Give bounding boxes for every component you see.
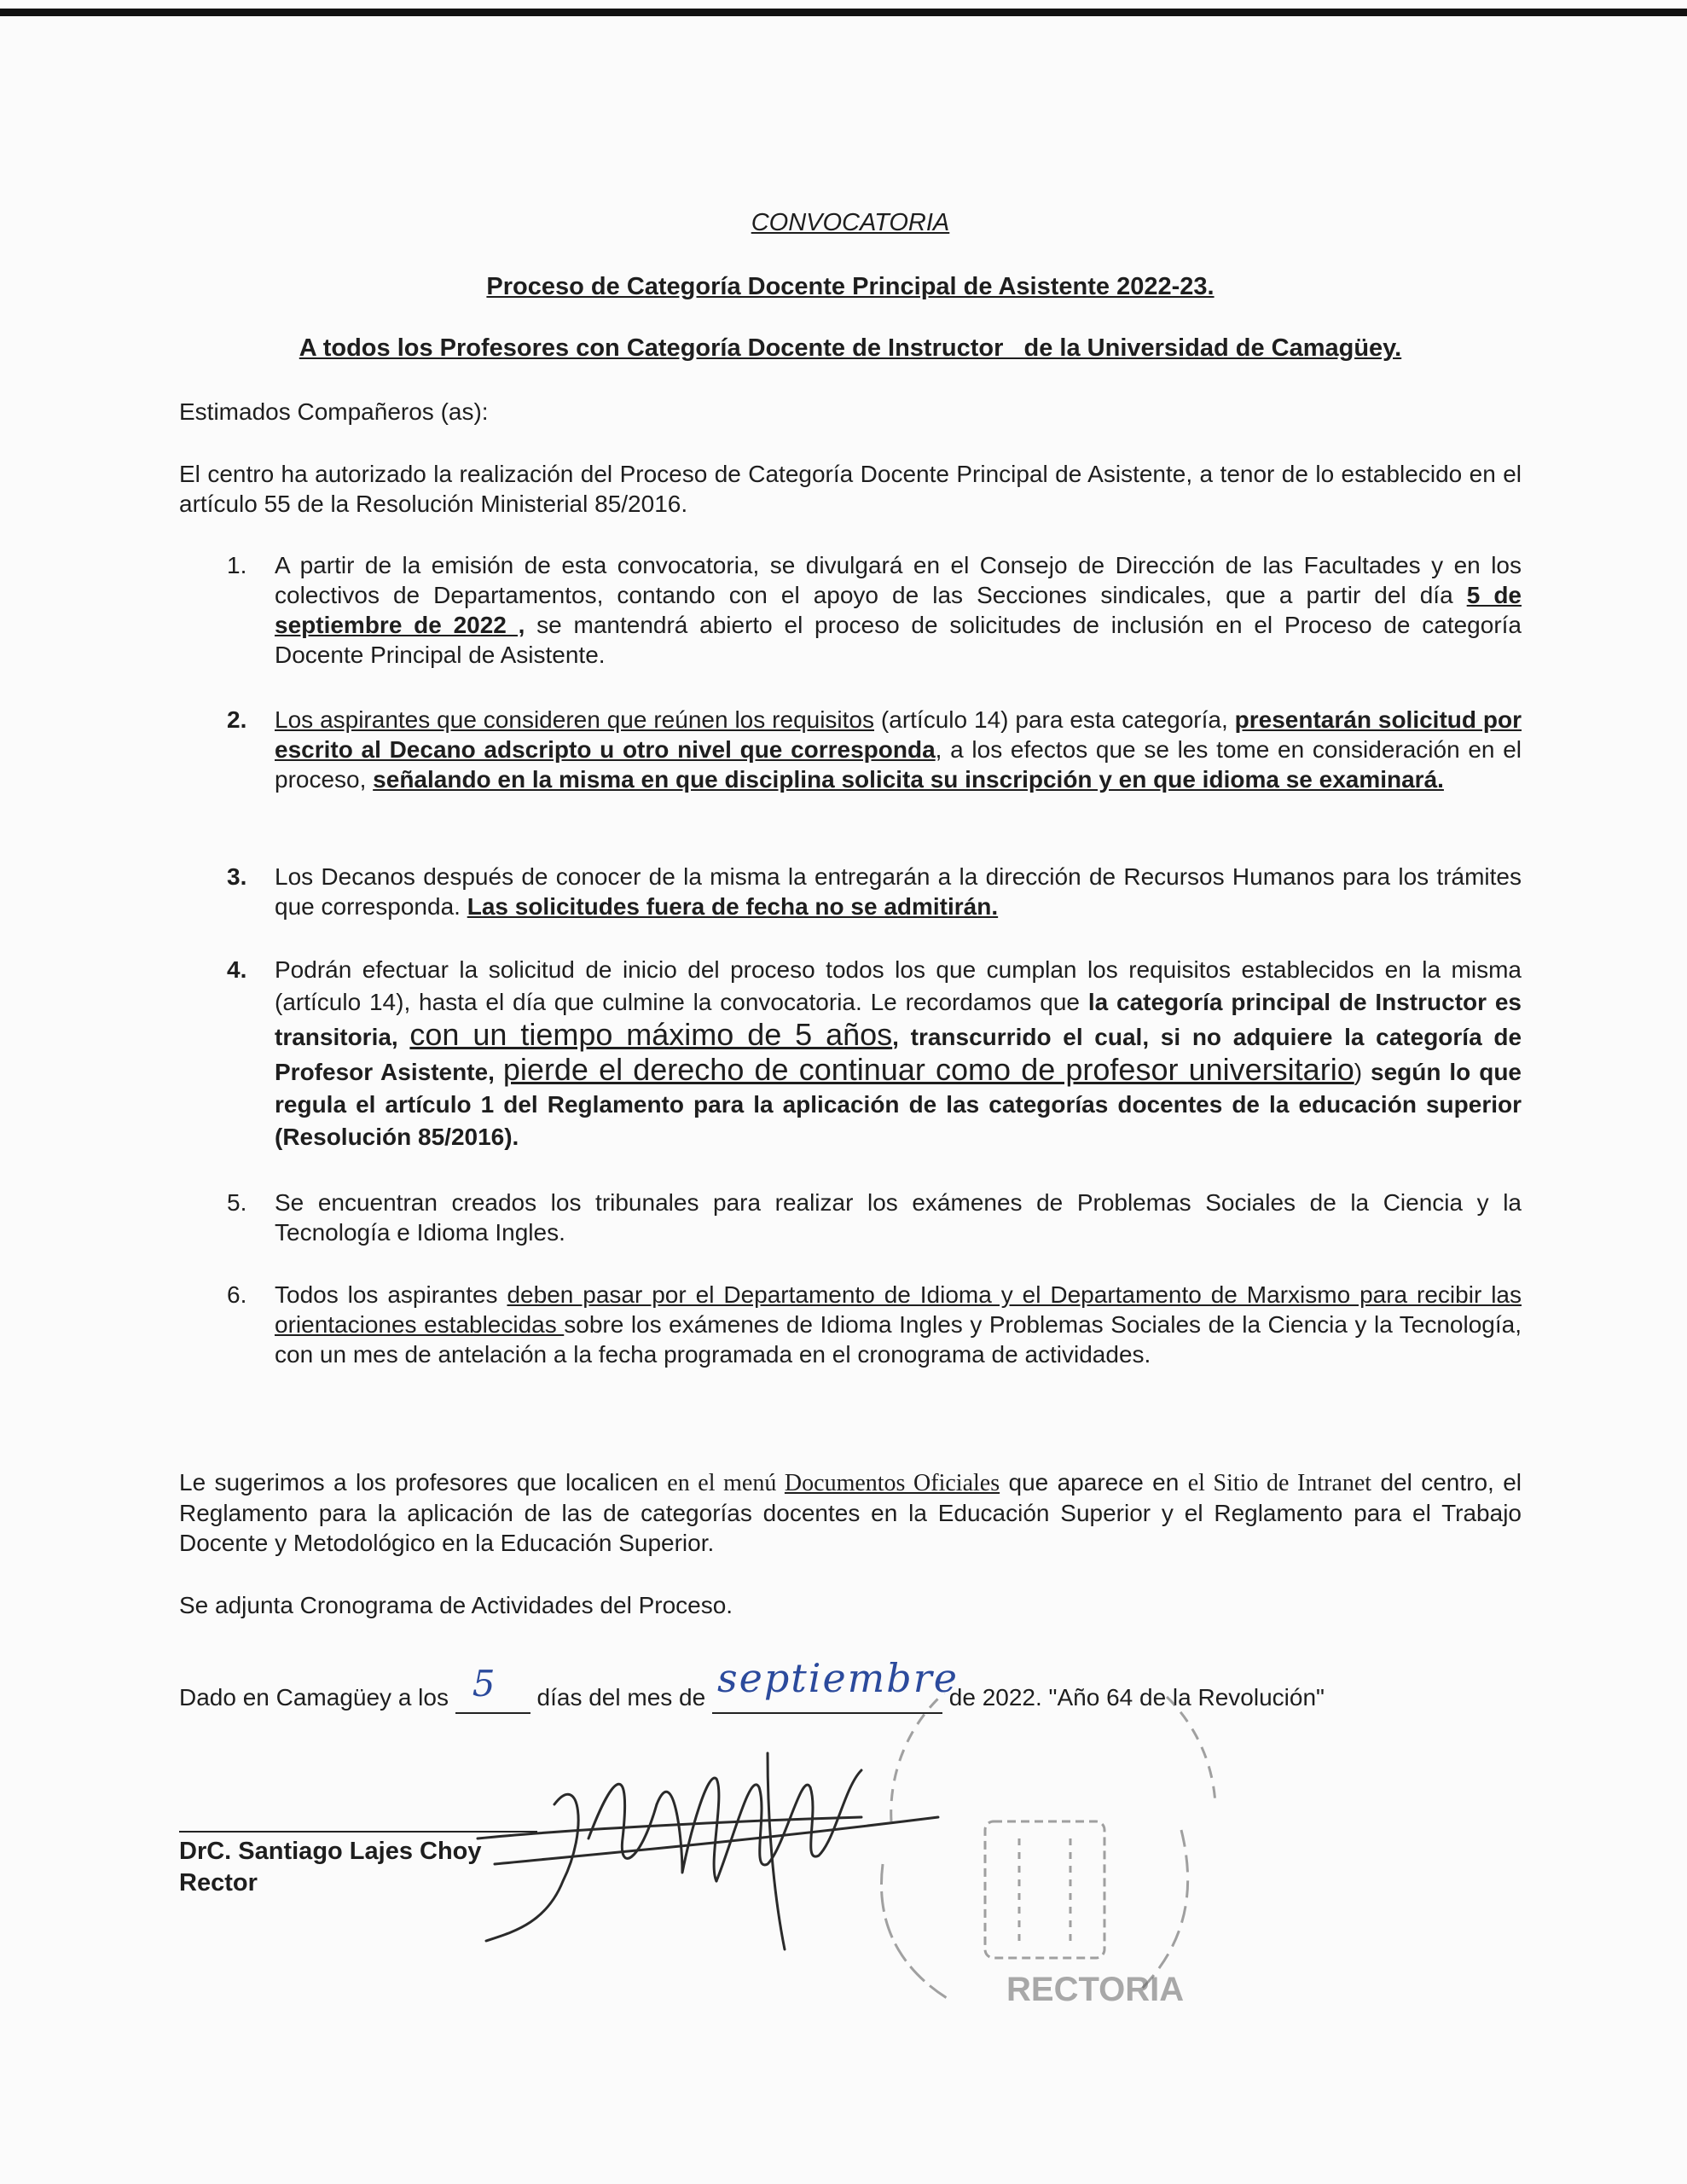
item-text [275,954,1522,1153]
item-text-part: ) [1354,1059,1363,1085]
handwritten-day: 5 [472,1663,496,1705]
item-text-part: Todos los aspirantes [275,1281,507,1308]
text-part: de 2022. "Año 64 de la Revolución" [942,1684,1325,1711]
item-text-part: A partir de la emisión de esta convocatoria, se divulgará en el Consejo de Dirección de las Facultades y en los colectivos de Departamentos, contando con el apoyo de las Secciones sindicales, que a partir del día [275,552,1522,608]
text-part: días del mes de [530,1684,712,1711]
date-line [179,1655,1522,1714]
item-text-part: Podrán efectuar la solicitud de inicio del proceso todos los que cumplan los requisitos establecidos en la misma (artículo 14), hasta el día que culmine la convocatoria. Le recordamos que [275,956,1522,1015]
item-number: 3. [227,863,247,890]
item-text-part: pierde el derecho de continuar como de profesor universitario [502,1052,1354,1087]
item-text [275,862,1522,921]
document-subtitle: Proceso de Categoría Docente Principal de Asistente 2022-23. [486,273,1215,300]
item-text-part: (artículo 14) para esta categoría, [874,706,1235,733]
day-blank [455,1663,530,1714]
stamp-text: RECTORIA [1006,1971,1185,2008]
item-text [275,705,1522,794]
item-text-part: con un tiempo máximo de 5 años [409,1017,893,1052]
item-text: Se encuentran creados los tribunales para realizar los exámenes de Problemas Sociales de la Ciencia y la Tecnología e Idioma Ingles. [275,1189,1522,1246]
item-text-part: señalando en la misma en que disciplina solicita su inscripción y en que idioma se examinará. [373,766,1444,793]
suggestion-paragraph [179,1467,1522,1558]
signer-block [179,1836,482,1899]
handwritten-month: septiembre [716,1655,959,1701]
item-number: 5. [227,1189,247,1216]
item-text-part: presentarán solicitud por escrito al Decano adscripto u otro nivel que corresponda [275,706,1522,763]
item-text-part: Las solicitudes fuera de fecha no se admitirán. [467,893,999,920]
document-title: CONVOCATORIA [751,209,950,236]
item-number: 6. [227,1281,247,1308]
text-part: en el menú [667,1470,785,1496]
text-part: el Sitio de Intranet [1187,1470,1372,1496]
item-text-part: , a los efectos que se les tome en consideración en el proceso, [275,736,1522,793]
document-addressee: A todos los Profesores con Categoría Docente de Instructor de la Universidad de Camagüey. [299,334,1402,362]
item-number: 1. [227,552,247,578]
item-number: 4. [227,956,247,983]
item-text-part: Los Decanos después de conocer de la misma la entregarán a la dirección de Recursos Humanos para los trámites que corresponda. [275,863,1522,920]
item-text-part: según lo que regula el artículo 1 del Reglamento para la aplicación de las categorías docentes de la educación superior (Resolución 85/2016). [275,1059,1522,1150]
text-part: Dado en Camagüey a los [179,1684,455,1711]
scan-top-edge [0,9,1687,16]
signer-name: DrC. Santiago Lajes Choy [179,1838,482,1865]
intro-paragraph: El centro ha autorizado la realización del Proceso de Categoría Docente Principal de Asistente, a tenor de lo establecido en el artículo 55 de la Resolución Ministerial 85/2016. [179,461,1522,517]
item-text-part: se mantendrá abierto el proceso de solicitudes de inclusión en el Proceso de categoría Docente Principal de Asistente. [275,612,1522,668]
text-part: que aparece en [1000,1469,1188,1496]
greeting: Estimados Compañeros (as): [179,398,489,425]
text-part: del centro, el Reglamento para la aplicación de las de categorías docentes en la Educación Superior y el Reglamento para el Trabajo Docente y Metodológico en la Educación Superior. [179,1469,1522,1556]
start-date: 5 de septiembre de 2022 , [275,582,1522,638]
item-text [275,550,1522,670]
signer-role: Rector [179,1869,258,1896]
item-text [275,1280,1522,1369]
item-text-part: Los aspirantes que consideren que reúnen los requisitos [275,706,875,733]
item-text-part: sobre los exámenes de Idioma Ingles y Problemas Sociales de la Ciencia y la Tecnología, con un mes de antelación a la fecha programada en el cronograma de actividades. [275,1311,1522,1368]
item-number: 2. [227,706,247,733]
attachment-note: Se adjunta Cronograma de Actividades del Proceso. [179,1592,733,1618]
documentos-oficiales-link: Documentos Oficiales [784,1470,1000,1496]
text-part: Le sugerimos a los profesores que localicen [179,1469,668,1496]
item-text-part: deben pasar por el Departamento de Idioma y el Departamento de Marxismo para recibir las orientaciones establecidas [275,1281,1522,1338]
item-text-part: la categoría principal de Instructor es transitoria, [275,989,1522,1050]
item-text-part: , transcurrido el cual, si no adquiere la categoría de Profesor Asistente, [275,1024,1522,1085]
official-seal-stamp [857,1693,1318,2077]
